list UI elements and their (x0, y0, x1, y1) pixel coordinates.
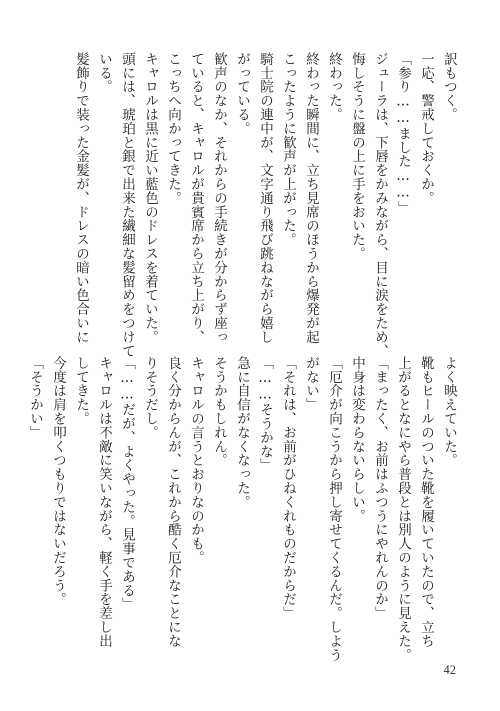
dialogue-line: 「……だが、よくやった。見事である」 (119, 356, 135, 612)
text-line: キャロルの言うとおりなのかも。 (188, 356, 204, 565)
lower-text-block (27, 356, 460, 662)
page-number: 42 (443, 663, 456, 677)
text-line: 頭には、琥珀と銀で出来た繊細な髪留めをつけて (119, 52, 135, 358)
upper-text-block (35, 52, 460, 358)
text-line: 訳もつく。 (441, 52, 457, 122)
text-line: 一応、警戒しておくか。 (418, 52, 434, 205)
text-line: 終わった瞬間に、立ち見席のほうから爆発が起 (303, 52, 319, 344)
text-line: 靴もヒールのついた靴を履いていたので、立ち (418, 356, 434, 648)
text-line: キャロルは黒に近い藍色のドレスを着ていた。 (142, 52, 158, 344)
text-line: キャロルは不敵に笑いながら、軽く手を差し出 (96, 356, 112, 648)
dialogue-line: 「参り……ました……」 (395, 52, 411, 215)
text-line: 今度は肩を叩くつもりではないだろう。 (50, 356, 66, 607)
text-line: 悔しそうに盤の上に手をおいた。 (349, 52, 365, 261)
text-line: 急に自信がなくなった。 (234, 356, 250, 509)
text-line: 上がるとなにやら普段とは別人のように見えた。 (395, 356, 411, 662)
text-line: いる。 (96, 52, 112, 94)
text-line: よく映えていた。 (441, 356, 457, 468)
text-line: こっちへ向かってきた。 (165, 52, 181, 205)
dialogue-line: がない」 (303, 356, 319, 412)
text-line: してきた。 (73, 356, 89, 426)
dialogue-line: 「そうかい」 (27, 356, 43, 440)
dialogue-line: 「それは、お前がひねくれものだからだ」 (280, 356, 296, 621)
dialogue-line: 「厄介が向こうから押し寄せてくるんだ。しよう (326, 356, 342, 662)
text-line: 中身は変わらないらしい。 (349, 356, 365, 523)
text-line: ていると、キャロルが貴賓席から立ち上がり、 (188, 52, 204, 344)
text-line: ジューラは、下唇をかみながら、目に涙をため、 (372, 52, 388, 358)
text-line: 良く分からんが、これから酷く厄介なことにな (165, 356, 181, 648)
dialogue-line: 「まったく、お前はふつうにやれんのか」 (372, 356, 388, 621)
text-line: りそうだし。 (142, 356, 158, 440)
text-line: こったように歓声が上がった。 (280, 52, 296, 247)
text-line: 歓声のなか、それからの手続きが分からず座っ (211, 52, 227, 344)
text-line: そうかもしれん。 (211, 356, 227, 468)
text-line: 終わった。 (326, 52, 342, 122)
dialogue-line: 「……そうかな」 (257, 356, 273, 473)
text-line: がっている。 (234, 52, 250, 136)
text-line: 騎士院の連中が、文字通り飛び跳ねながら嬉し (257, 52, 273, 344)
text-line: 髪飾りで装った金髪が、ドレスの暗い色合いに (73, 52, 89, 344)
